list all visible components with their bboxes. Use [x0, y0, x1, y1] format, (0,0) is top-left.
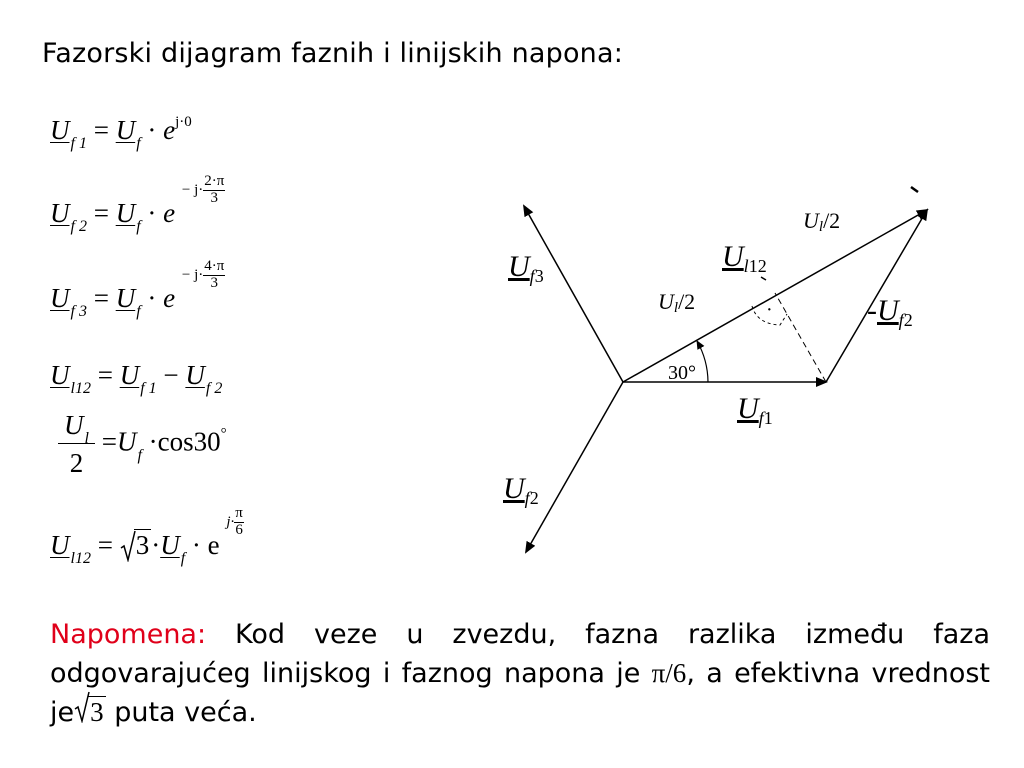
eq6-dot2: · [191, 530, 201, 560]
eq2-exp-num: 2·π [204, 173, 225, 190]
angle-arc [697, 341, 708, 382]
eq2-rhs-subscript: f [136, 218, 141, 235]
label-uf3-sub: f [529, 266, 535, 286]
note-sqrt [74, 693, 106, 731]
eq5-num-subscript: l [84, 430, 89, 447]
label-minus-uf2 [867, 294, 913, 330]
eq3-rhs-symbol: U [115, 283, 136, 313]
eq1-dot: · [147, 115, 157, 145]
eq5-denominator: 2 [69, 448, 84, 478]
label-ul12-symbol: U [722, 240, 744, 273]
eq2-equals: = [93, 198, 109, 228]
eq1-rhs-subscript: f [136, 135, 141, 152]
eq4-a-subscript: f 1 [140, 380, 157, 397]
label-uf2-sub: f [524, 488, 530, 508]
label-uf3-index: 3 [534, 266, 544, 286]
label-half-upper [803, 208, 840, 235]
eq5-num-symbol: U [64, 410, 84, 440]
eq2-base: e [163, 198, 176, 228]
eq3-exp-prefix: − j· [181, 267, 204, 283]
label-uf1 [737, 392, 773, 428]
note-text-3: puta veća. [105, 697, 257, 728]
phasor-uf3-arrow [524, 206, 623, 382]
eq2-lhs-symbol: U [50, 198, 70, 228]
right-angle-dot: · [766, 299, 773, 321]
eq5-dot: · [148, 426, 158, 457]
label-minus-uf2-minus: - [867, 294, 877, 327]
eq6-lhs-subscript: l12 [70, 550, 91, 567]
dashed-perpendicular [775, 293, 826, 382]
eq4-a-symbol: U [119, 360, 140, 390]
label-uf2-symbol: U [503, 472, 525, 505]
eq2-lhs-subscript: f 2 [70, 218, 87, 235]
eq1-equals: = [93, 115, 109, 145]
note-text-2: , a efektivna vrednost je [50, 658, 990, 728]
eq5-equals: = [101, 426, 117, 457]
eq2-dot: · [147, 198, 157, 228]
eq4-minus: − [163, 360, 179, 390]
label-half-upper-tail: /2 [823, 208, 841, 233]
label-uf1-sub: f [758, 408, 764, 428]
eq3-dot: · [147, 283, 157, 313]
eq6-exp-num: π [235, 505, 243, 522]
eq5-cos: cos30 [157, 426, 221, 457]
label-minus-uf2-sub: f [898, 310, 904, 330]
eq2-rhs-symbol: U [115, 198, 136, 228]
label-ul12 [722, 240, 767, 276]
label-uf3 [508, 250, 544, 286]
eq4-lhs-subscript: l12 [70, 380, 91, 397]
eq4-b-symbol: U [185, 360, 205, 390]
eq4-equals: = [97, 360, 113, 390]
eq2-exp-den: 3 [210, 190, 219, 207]
eq6-lhs-symbol: U [50, 530, 70, 560]
eq6-exp-den: 6 [235, 522, 243, 539]
note-paragraph [50, 616, 990, 732]
note-text-1: Kod veze u zvezdu, fazna razlika između faza odgovarajućeg linijskog i faznog napona je [50, 619, 990, 689]
eq3-lhs-symbol: U [50, 283, 70, 313]
label-uf2 [503, 472, 539, 508]
eq3-base: e [163, 283, 176, 313]
label-half-upper-sub: l [818, 219, 824, 235]
eq6-exp-prefix: j· [226, 514, 235, 530]
eq1-base: e [163, 115, 176, 145]
label-half-lower-sub: l [673, 300, 679, 316]
label-half-lower [658, 289, 695, 316]
eq2-exp-prefix: − j· [181, 182, 204, 198]
eq6-rhs-symbol: U [160, 530, 180, 560]
eq4-b-subscript: f 2 [205, 380, 223, 397]
eq6-equals: = [97, 530, 113, 560]
eq6-dot1: · [151, 530, 161, 560]
label-half-lower-tail: /2 [678, 289, 696, 314]
stray-tick-mark [911, 187, 918, 192]
label-half-lower-symbol: U [658, 289, 674, 314]
eq1-lhs-symbol: U [50, 115, 70, 145]
eq4-lhs-symbol: U [50, 360, 70, 390]
eq5-rhs-subscript: f [137, 446, 142, 464]
eq6-radicand: 3 [135, 530, 150, 560]
eq3-rhs-subscript: f [136, 303, 141, 320]
label-uf2-index: 2 [529, 488, 539, 508]
label-minus-uf2-index: 2 [903, 310, 913, 330]
note-label: Napomena: [50, 619, 207, 650]
eq6-base: e [207, 530, 220, 560]
page-title: Fazorski dijagram faznih i linijskih napona: [42, 38, 624, 69]
label-uf1-symbol: U [737, 392, 759, 425]
eq3-exp-num: 4·π [204, 258, 225, 275]
eq5-rhs-symbol: U [116, 426, 137, 457]
eq3-lhs-subscript: f 3 [70, 303, 87, 320]
note-sqrt-sign [74, 691, 90, 723]
eq1-lhs-subscript: f 1 [70, 135, 87, 152]
eq3-exp-den: 3 [210, 275, 219, 292]
angle-label: 30° [668, 362, 696, 384]
eq3-equals: = [93, 283, 109, 313]
eq5-degree: ° [220, 425, 227, 442]
eq1-rhs-symbol: U [115, 115, 136, 145]
eq6-rhs-subscript: f [180, 550, 186, 567]
eq1-exponent: j·0 [175, 114, 192, 130]
label-uf3-symbol: U [508, 250, 530, 283]
note-sqrt-radicand: 3 [90, 697, 104, 727]
label-ul12-sub: l [743, 256, 749, 276]
label-minus-uf2-symbol: U [877, 294, 899, 327]
note-angle: π/6 [651, 658, 687, 688]
label-half-upper-symbol: U [803, 208, 819, 233]
phasor-uf2-arrow [526, 382, 623, 552]
label-uf1-index: 1 [763, 408, 773, 428]
stray-tick-mark-2 [761, 277, 766, 280]
label-ul12-index: 12 [748, 256, 767, 276]
